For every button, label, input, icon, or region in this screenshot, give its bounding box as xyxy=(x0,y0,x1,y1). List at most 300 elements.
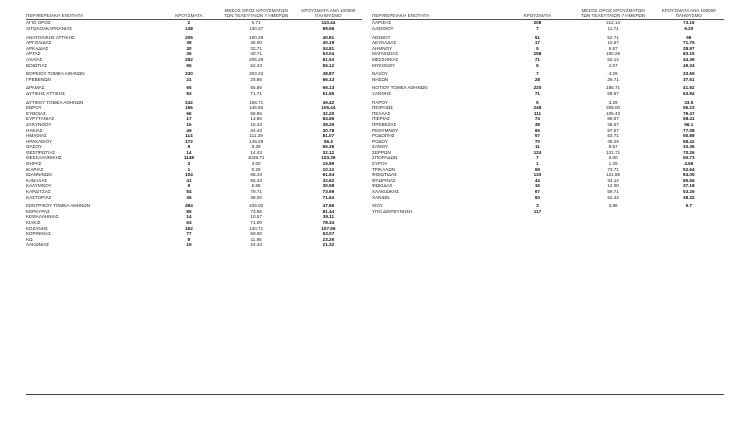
area-cell: ΒΟΙΩΤΙΑΣ xyxy=(26,62,48,68)
avg-cell: 10.57 xyxy=(607,40,619,46)
area-cell: ΚΑΛΥΜΝΟΥ xyxy=(26,183,52,189)
per-capita-cell: 9.20 xyxy=(684,26,694,31)
per-capita-cell: 103.39 xyxy=(321,155,336,161)
area-cell: ΑΡΓΟΛΙΔΑΣ xyxy=(26,40,52,46)
per-capita-cell: 63.26 xyxy=(683,189,695,195)
cases-cell: 38 xyxy=(186,40,192,46)
per-capita-cell: 37.51 xyxy=(683,76,695,82)
avg-cell: 34.43 xyxy=(250,127,262,133)
header-cases: ΚΡΟΥΣΜΑΤΑ xyxy=(160,8,217,20)
per-capita-cell: 30.78 xyxy=(322,127,335,133)
per-capita-cell: 110.44 xyxy=(321,20,336,26)
avg-cell: 69.00 xyxy=(250,231,262,237)
area-cell: ΚΙΛΚΙΣ xyxy=(26,220,41,225)
left-table-panel xyxy=(26,8,362,248)
area-cell: ΔΡΑΜΑΣ xyxy=(26,85,45,91)
avg-cell: 69.57 xyxy=(607,90,619,96)
header-area: ΠΕΡΙΦΕΡΕΙΑΚΗ ΕΝΟΤΗΤΑ xyxy=(26,8,160,20)
avg-cell: 190.29 xyxy=(249,34,264,40)
header-per-line1: ΚΡΟΥΣΜΑΤΑ ΑΝΑ 100000 xyxy=(661,8,716,13)
avg-cell xyxy=(573,209,654,215)
avg-cell: 57.57 xyxy=(607,127,619,133)
cases-cell: 3 xyxy=(536,203,539,209)
cases-cell: 19 xyxy=(186,242,192,248)
per-capita-cell: 50.73 xyxy=(683,155,695,161)
avg-cell: 52.43 xyxy=(607,194,619,200)
cases-cell: 11 xyxy=(535,144,540,150)
header-row xyxy=(372,8,724,20)
area-cell: ΧΙΟΥ xyxy=(372,203,383,209)
area-cell: ΑΡΚΑΔΙΑΣ xyxy=(26,45,49,51)
per-capita-cell: 15.89 xyxy=(322,161,335,167)
area-cell: ΦΘΙΩΤΙΔΑΣ xyxy=(372,172,398,178)
left-table-body xyxy=(26,20,362,248)
per-capita-cell: 71.54 xyxy=(322,194,335,200)
per-capita-cell: 10.12 xyxy=(322,166,335,172)
area-cell: ΜΕΣΣΗΝΙΑΣ xyxy=(372,56,399,62)
area-cell: ΙΚΑΡΙΑΣ xyxy=(26,166,44,172)
avg-cell: 186.71 xyxy=(606,85,621,91)
area-cell: ΗΛΕΙΑΣ xyxy=(26,127,43,133)
avg-cell: 52.43 xyxy=(250,62,262,68)
avg-cell: 62.14 xyxy=(607,56,619,62)
cases-cell: 71 xyxy=(534,56,540,62)
area-cell: ΦΛΩΡΙΝΑΣ xyxy=(372,177,396,183)
cases-cell: 8 xyxy=(187,236,191,242)
area-cell: ΚΩ xyxy=(26,236,33,242)
area-cell: ΥΠΟ ΔΙΕΡΕΥΝΗΣΗ xyxy=(372,208,413,214)
avg-cell: 0.29 xyxy=(251,166,261,172)
avg-cell: 52.71 xyxy=(607,34,619,40)
avg-cell: 89.57 xyxy=(607,116,619,122)
cases-cell: 21 xyxy=(186,76,192,82)
area-cell: ΛΑΣΙΘΙΟΥ xyxy=(372,26,394,31)
cases-cell: 117 xyxy=(533,208,542,214)
avg-cell: 3.86 xyxy=(608,203,618,209)
avg-cell: 1026.71 xyxy=(247,155,265,161)
avg-cell: 48.29 xyxy=(607,138,619,144)
cases-cell: 5 xyxy=(536,45,539,51)
cases-cell: 7 xyxy=(536,26,539,31)
header-per-line2: ΠΛΗΘΥΣΜΟ xyxy=(315,13,342,19)
per-capita-cell: 33.59 xyxy=(683,71,695,77)
header-avg xyxy=(573,8,654,20)
cases-cell: 111 xyxy=(533,110,542,116)
cases-cell: 252 xyxy=(185,56,193,62)
avg-cell: 11.86 xyxy=(250,236,262,242)
per-capita-cell: 56.3 xyxy=(323,138,333,144)
cases-cell: 9 xyxy=(187,183,191,189)
cases-cell: 124 xyxy=(533,149,542,155)
per-capita-cell: 32.20 xyxy=(322,110,335,116)
per-capita-cell: 107.59 xyxy=(321,225,336,231)
area-cell: ΣΠΟΡΑΔΩΝ xyxy=(372,155,398,161)
area-cell: ΕΒΡΟΥ xyxy=(26,105,42,111)
per-capita-cell: 58.41 xyxy=(683,116,695,122)
per-capita-cell: 32.62 xyxy=(322,177,335,183)
cases-cell: 242 xyxy=(185,99,193,105)
cases-cell: 494 xyxy=(185,203,193,209)
avg-cell: 25.86 xyxy=(250,76,262,82)
right-table-panel xyxy=(372,8,724,214)
avg-cell: 5.86 xyxy=(251,183,261,189)
area-cell: ΛΑΡΙΣΑΣ xyxy=(372,20,392,26)
cases-cell: 74 xyxy=(534,116,540,122)
avg-cell: 26.71 xyxy=(607,76,619,82)
cases-cell: 67 xyxy=(534,189,540,195)
area-cell: ΠΕΙΡΑΙΩΣ xyxy=(372,105,393,111)
area-cell: ΤΡΙΚΑΛΩΝ xyxy=(372,166,396,172)
cases-cell: 66 xyxy=(534,127,540,133)
cases-cell: 230 xyxy=(185,71,193,77)
per-capita-cell: 38.32 xyxy=(683,194,695,200)
area-cell: ΑΡΤΑΣ xyxy=(26,51,41,57)
area-cell: ΚΕΝΤΡΙΚΟΥ ΤΟΜΕΑ ΑΘΗΝΩΝ xyxy=(26,203,91,209)
per-capita-cell: 39.11 xyxy=(322,214,335,220)
per-capita-cell: 84.05 xyxy=(683,172,695,178)
cases-cell: 83 xyxy=(186,90,192,96)
cases-cell: 71 xyxy=(534,90,540,96)
avg-cell: 1.29 xyxy=(608,161,618,167)
header-avg xyxy=(218,8,295,20)
avg-cell: 58.86 xyxy=(250,110,262,116)
avg-cell: 32.71 xyxy=(250,45,262,51)
per-capita-cell: 59 xyxy=(686,34,692,40)
avg-cell: 8.29 xyxy=(251,144,261,150)
avg-cell: 71.71 xyxy=(250,90,262,96)
cases-cell: 36 xyxy=(186,51,192,57)
area-cell: ΛΗΜΝΟΥ xyxy=(372,45,393,51)
per-capita-cell: 49.42 xyxy=(322,99,335,105)
avg-cell: 12.00 xyxy=(607,183,619,189)
area-cell: ΧΑΛΚΙΔΙΚΗΣ xyxy=(372,189,400,195)
avg-cell: 160.29 xyxy=(606,51,621,57)
avg-cell: 24.43 xyxy=(250,242,262,248)
cases-cell: 1 xyxy=(187,166,191,172)
header-row xyxy=(26,8,362,20)
cases-cell: 60 xyxy=(534,194,540,200)
per-capita-cell: 78.34 xyxy=(322,220,335,225)
per-capita-cell: 4.65 xyxy=(684,161,694,167)
per-capita-cell: 28.97 xyxy=(683,45,695,51)
per-capita-cell: 105.44 xyxy=(321,105,336,111)
area-cell: ΡΟΔΟΠΗΣ xyxy=(372,133,395,139)
cases-cell: 65 xyxy=(186,85,192,91)
area-cell: ΗΡΑΚΛΕΙΟΥ xyxy=(26,138,53,144)
cases-cell: 7 xyxy=(536,155,539,161)
per-capita-cell: 61.94 xyxy=(322,172,335,178)
cases-cell: 5 xyxy=(536,62,539,68)
right-table-body xyxy=(372,20,724,215)
avg-cell: 10.57 xyxy=(250,214,262,220)
area-cell: ΣΥΡΟΥ xyxy=(372,161,388,167)
cases-cell: 9 xyxy=(187,144,191,150)
per-capita-cell: 23.26 xyxy=(322,236,335,242)
per-capita-cell: 50.88 xyxy=(683,133,695,139)
area-cell: ΑΓΙΟ ΟΡΟΣ xyxy=(26,20,51,26)
avg-cell: 11.71 xyxy=(607,26,619,31)
per-capita-cell xyxy=(654,209,724,215)
area-cell: ΘΗΡΑΣ xyxy=(26,161,42,167)
cases-cell: 5 xyxy=(536,99,539,105)
header-avg-line1: ΜΕΣΟΣ ΟΡΟΣ ΚΡΟΥΣΜΑΤΩΝ xyxy=(224,8,288,13)
avg-cell: 121.71 xyxy=(606,149,621,155)
area-cell: ΚΑΒΑΛΑΣ xyxy=(26,177,48,183)
per-capita-cell: 73.99 xyxy=(322,189,335,195)
area-cell: ΡΟΔΟΥ xyxy=(372,138,389,144)
per-capita-cell: 73.16 xyxy=(683,20,695,26)
avg-cell: 38.00 xyxy=(250,194,262,200)
per-capita-cell: 40.81 xyxy=(322,34,335,40)
cases-cell: 36 xyxy=(186,194,192,200)
avg-cell: 111.29 xyxy=(249,133,263,139)
avg-cell: 0.71 xyxy=(251,20,261,26)
table-row xyxy=(26,242,362,248)
area-cell: ΠΑΡΟΥ xyxy=(372,99,388,105)
area-cell: ΜΑΓΝΗΣΙΑΣ xyxy=(372,51,399,57)
cases-cell: 70 xyxy=(534,138,540,144)
cases-cell: 85 xyxy=(186,208,192,214)
per-capita-cell: 30.58 xyxy=(322,183,335,189)
avg-cell: 130.37 xyxy=(249,26,264,31)
per-capita-cell: 34.81 xyxy=(322,45,335,51)
cases-cell: 44 xyxy=(534,177,540,183)
avg-cell: 15.43 xyxy=(250,121,262,127)
table-row xyxy=(372,209,724,215)
per-capita-cell: 40.19 xyxy=(322,40,335,46)
area-cell: ΜΥΚΟΝΟΥ xyxy=(372,62,396,68)
area-cell: ΖΑΚΥΝΘΟΥ xyxy=(26,121,52,127)
area-cell: ΠΡΕΒΕΖΑΣ xyxy=(372,121,397,127)
per-capita-cell: 83.15 xyxy=(683,51,695,57)
area-cell: ΑΝΑΤΟΛΙΚΗΣ ΑΤΤΙΚΗΣ xyxy=(26,34,75,40)
area-cell: ΗΜΑΘΙΑΣ xyxy=(26,133,47,139)
per-capita-cell: 58.42 xyxy=(683,138,695,144)
area-cell: ΔΥΤΙΚΟΥ ΤΟΜΕΑ ΑΘΗΝΩΝ xyxy=(26,99,84,105)
cases-cell: 41 xyxy=(186,177,192,183)
avg-cell: 53.71 xyxy=(607,133,619,139)
avg-cell: 88.43 xyxy=(250,172,262,178)
per-capita-cell: 66.13 xyxy=(322,76,335,82)
area-cell: ΣΑΜΟΥ xyxy=(372,144,389,150)
area-cell: ΑΧΑΪΑΣ xyxy=(26,56,43,62)
avg-cell: 14.43 xyxy=(250,149,262,155)
header-per-capita xyxy=(295,8,362,20)
per-capita-cell: 69.96 xyxy=(322,26,335,31)
cases-cell: 66 xyxy=(186,110,192,116)
cases-cell: 1 xyxy=(536,161,539,167)
avg-cell: 121.86 xyxy=(606,172,621,178)
per-capita-cell: 32.12 xyxy=(322,149,335,155)
cases-cell: 14 xyxy=(186,149,192,155)
area-cell: ΙΩΑΝΝΙΝΩΝ xyxy=(26,172,52,178)
per-capita-cell: 47.86 xyxy=(322,203,335,209)
avg-cell: 59.71 xyxy=(607,189,619,195)
area-cell: ΚΟΖΑΝΗΣ xyxy=(26,225,48,231)
cases-cell: 17 xyxy=(534,40,540,46)
per-capita-cell: 81.44 xyxy=(322,208,335,214)
per-capita-cell: 70.26 xyxy=(683,149,695,155)
header-per-line2: ΠΛΗΘΥΣΜΟ xyxy=(675,13,702,19)
avg-cell: 203.43 xyxy=(249,71,264,77)
per-capita-cell: 44.39 xyxy=(683,56,695,62)
per-capita-cell: 33.5 xyxy=(684,99,694,105)
avg-cell: 13.86 xyxy=(250,116,262,122)
per-capita-cell: 33.36 xyxy=(683,144,695,150)
area-cell: ΔΥΤΙΚΗΣ ΑΤΤΙΚΗΣ xyxy=(26,90,65,96)
avg-cell: 71.00 xyxy=(250,220,262,225)
area-cell: ΛΕΣΒΟΥ xyxy=(372,34,391,40)
area-cell: ΞΑΝΘΗΣ xyxy=(372,90,392,96)
area-cell: ΘΑΣΟΥ xyxy=(26,144,42,150)
cases-cell: 133 xyxy=(533,172,542,178)
cases-cell: 28 xyxy=(534,76,540,82)
cases-cell: 7 xyxy=(536,71,539,77)
cases-cell: 14 xyxy=(186,214,192,220)
avg-cell: 34.14 xyxy=(607,177,619,183)
area-cell: ΠΙΕΡΙΑΣ xyxy=(372,116,390,122)
cases-cell: 2 xyxy=(187,20,191,26)
header-cases: ΚΡΟΥΣΜΑΤΑ xyxy=(502,8,572,20)
avg-cell: 3.29 xyxy=(608,99,618,105)
per-capita-cell: 53.07 xyxy=(322,231,335,237)
per-capita-cell: 41.52 xyxy=(683,85,695,91)
area-cell: ΛΑΚΩΝΙΑΣ xyxy=(26,242,50,248)
area-cell: ΕΥΒΟΙΑΣ xyxy=(26,110,46,116)
bottom-divider xyxy=(26,394,724,395)
per-capita-cell: 37.18 xyxy=(683,183,695,189)
per-capita-cell: 38.26 xyxy=(322,121,335,127)
area-cell: ΛΕΥΚΑΔΑΣ xyxy=(372,40,397,46)
area-cell: ΡΕΘΥΜΝΟΥ xyxy=(372,127,399,133)
area-cell: ΦΩΚΙΔΑΣ xyxy=(372,183,393,189)
cases-cell: 69 xyxy=(534,166,540,172)
cases-cell: 38 xyxy=(534,121,540,127)
per-capita-cell: 55.23 xyxy=(683,105,695,111)
area-cell: ΝΗΣΩΝ xyxy=(372,76,389,82)
per-capita-cell: 66.13 xyxy=(322,85,335,91)
cases-cell: 1148 xyxy=(183,155,194,161)
area-cell: ΚΑΡΔΙΤΣΑΣ xyxy=(26,189,51,195)
area-cell: ΣΕΡΡΩΝ xyxy=(372,149,391,155)
avg-cell: 35.57 xyxy=(607,121,619,127)
area-cell: ΒΟΡΕΙΟΥ ΤΟΜΕΑ ΑΘΗΝΩΝ xyxy=(26,71,85,77)
per-capita-cell: 77.08 xyxy=(683,127,695,133)
cases-table-right xyxy=(372,8,724,214)
per-capita-cell: 51.55 xyxy=(322,90,335,96)
per-capita-cell: 85.56 xyxy=(683,177,695,183)
per-capita-cell: 21.32 xyxy=(322,242,335,248)
per-capita-cell: 38.87 xyxy=(322,71,335,77)
avg-cell: 426.00 xyxy=(249,203,264,209)
cases-cell: 220 xyxy=(533,85,542,91)
per-capita-cell: 81.07 xyxy=(322,133,335,139)
area-cell: ΚΕΦΑΛΛΗΝΙΑΣ xyxy=(26,214,59,220)
avg-cell: 45.00 xyxy=(250,40,262,46)
area-cell: ΧΑΝΙΩΝ xyxy=(372,194,390,200)
cases-cell: 208 xyxy=(533,20,542,26)
cases-cell: 63 xyxy=(186,220,192,225)
per-capita-cell: 63.84 xyxy=(683,90,695,96)
avg-cell: 146.86 xyxy=(249,105,264,111)
area-cell: ΝΟΤΙΟΥ ΤΟΜΕΑ ΑΘΗΝΩΝ xyxy=(372,85,428,91)
cases-cell: 77 xyxy=(186,231,192,237)
avg-cell: 4.29 xyxy=(608,71,618,77)
area-cell: ΠΕΛΛΑΣ xyxy=(372,110,391,116)
avg-cell: 55.86 xyxy=(250,85,262,91)
cases-cell: 156 xyxy=(185,105,193,111)
avg-cell: 105.43 xyxy=(606,110,621,116)
per-capita-cell: 65.36 xyxy=(322,144,335,150)
avg-cell: 198.71 xyxy=(249,99,264,105)
cases-cell: 51 xyxy=(534,34,540,40)
avg-cell: 40.71 xyxy=(250,51,262,57)
avg-cell: 73.86 xyxy=(250,208,262,214)
per-capita-cell: 81.53 xyxy=(322,56,335,62)
cases-cell: 158 xyxy=(533,51,542,57)
area-cell: ΚΑΣΤΟΡΙΑΣ xyxy=(26,194,52,200)
cases-cell: 248 xyxy=(533,105,542,111)
cases-cell: 49 xyxy=(186,127,192,133)
avg-cell: 140.71 xyxy=(249,225,264,231)
cases-table-left xyxy=(26,8,362,248)
cases-cell: 57 xyxy=(534,133,540,139)
area-cell: ΚΕΡΚΥΡΑΣ xyxy=(26,208,50,214)
per-capita-cell: 66.1 xyxy=(684,121,694,127)
avg-cell: 6.00 xyxy=(608,155,618,161)
cases-cell: 16 xyxy=(186,121,192,127)
avg-cell: 8.57 xyxy=(608,144,618,150)
header-avg-line2: ΤΩΝ ΤΕΛΕΥΤΑΙΩΝ 7 ΗΜΕΡΩΝ xyxy=(223,13,289,19)
header-avg-line1: ΜΕΣΟΣ ΟΡΟΣ ΚΡΟΥΣΜΑΤΩΝ xyxy=(581,8,645,13)
per-capita-cell: 49.34 xyxy=(683,62,695,68)
cases-cell: 205 xyxy=(185,34,193,40)
per-capita-cell: 71.75 xyxy=(683,40,695,46)
avg-cell: 149.29 xyxy=(249,138,264,144)
avg-cell: 212.14 xyxy=(606,20,621,26)
cases-cell: 148 xyxy=(185,26,193,31)
area-cell: ΝΑΞΟΥ xyxy=(372,71,388,77)
avg-cell: 55.43 xyxy=(250,177,262,183)
per-capita-cell: 53.04 xyxy=(322,51,335,57)
cases-cell: 84 xyxy=(186,189,192,195)
cases-cell: 104 xyxy=(185,172,193,178)
cases-cell: 172 xyxy=(185,138,193,144)
area-cell: ΓΡΕΒΕΝΩΝ xyxy=(26,76,51,82)
area-cell: ΘΕΣΣΑΛΟΝΙΚΗΣ xyxy=(26,155,62,161)
per-capita-cell: 52.64 xyxy=(683,166,695,172)
per-capita-cell: 79.47 xyxy=(683,110,695,116)
avg-cell: 4.57 xyxy=(608,62,618,68)
header-avg-line2: ΤΩΝ ΤΕΛΕΥΤΑΙΩΝ 7 ΗΜΕΡΩΝ xyxy=(580,13,646,19)
cases-cell: 114 xyxy=(185,133,193,139)
cases-cell: 15 xyxy=(534,183,540,189)
area-cell: ΑΙΤΩΛΟΑΚΑΡΝΑΝΙΑΣ xyxy=(26,26,73,31)
avg-cell: 208.00 xyxy=(606,105,621,111)
avg-cell: 4.00 xyxy=(251,161,261,167)
avg-cell: 73.71 xyxy=(607,166,619,172)
cases-cell: 30 xyxy=(186,45,192,51)
per-capita-cell: 55.12 xyxy=(322,62,335,68)
avg-cell: 205.29 xyxy=(249,56,264,62)
per-capita-cell: 84.66 xyxy=(322,116,335,122)
area-cell: ΚΟΡΙΝΘΙΑΣ xyxy=(26,231,51,237)
avg-cell: 6.57 xyxy=(608,45,618,51)
cases-cell: 162 xyxy=(185,225,193,231)
header-per-capita xyxy=(654,8,724,20)
avg-cell: 79.71 xyxy=(250,189,262,195)
header-per-line1: ΚΡΟΥΣΜΑΤΑ ΑΝΑ 100000 xyxy=(301,8,356,13)
